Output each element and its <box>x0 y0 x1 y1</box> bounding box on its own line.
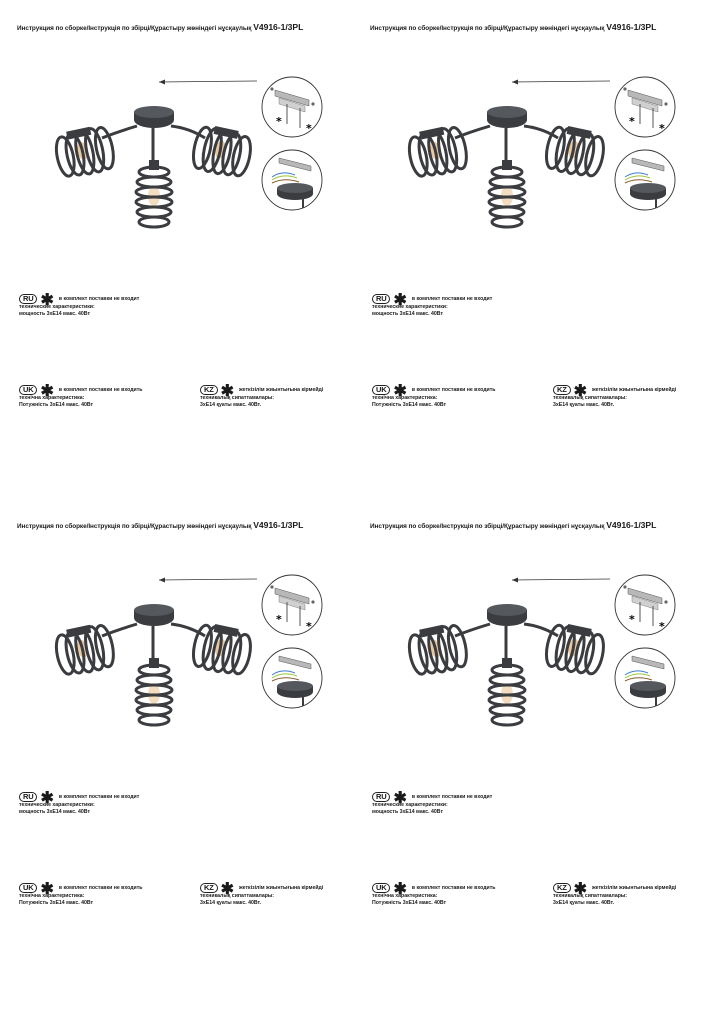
asterisk-icon: ✱ <box>393 881 407 899</box>
left-shade <box>52 621 116 678</box>
not-included-note: в комплект поставки не входить <box>58 884 143 891</box>
spec-kz <box>200 385 323 409</box>
asterisk-icon: ✱ <box>393 790 407 808</box>
spec-kz <box>553 385 676 409</box>
specs-value: мощность 3хЕ14 макс. 40Вт <box>19 809 90 815</box>
asterisk-icon: ✱ <box>40 881 54 899</box>
left-shade <box>405 123 469 180</box>
title-text: Инструкция по сборке/Інструкція по збірці/Құрастыру жөніндегі нұсқаулық <box>17 523 252 530</box>
specs-value: Потужність 3хЕ14 макс. 40Вт <box>19 900 94 906</box>
arrow-head <box>159 578 165 583</box>
spec-uk <box>19 385 142 409</box>
title-text: Инструкция по сборке/Інструкція по збірці/Құрастыру жөніндегі нұсқаулық <box>17 25 252 32</box>
title-text: Инструкция по сборке/Інструкція по збірці/Құрастыру жөніндегі нұсқаулық <box>370 25 605 32</box>
specs-value: мощность 3хЕ14 макс. 40Вт <box>19 311 90 317</box>
lamp-illustration <box>370 32 707 232</box>
specs-heading: техникалық сипаттамалары: <box>553 893 628 900</box>
specs-value: мощность 3хЕ14 макс. 40Вт <box>372 809 443 815</box>
asterisk-icon: * <box>276 613 282 626</box>
not-included-note: в комплект поставки не входит <box>58 295 140 302</box>
instruction-title <box>17 22 303 32</box>
instruction-panel <box>370 520 707 1010</box>
lamp-illustration <box>370 530 707 730</box>
spec-uk <box>19 883 142 907</box>
not-included-note: в комплект поставки не входить <box>58 386 143 393</box>
arrow-head <box>512 80 518 85</box>
instruction-panel <box>17 22 362 512</box>
spec-uk <box>372 883 495 907</box>
lang-badge-kz: KZ <box>200 883 218 893</box>
specs-heading: техникалық сипаттамалары: <box>553 395 628 402</box>
not-included-note: в комплект поставки не входит <box>58 793 140 800</box>
asterisk-icon: * <box>629 115 635 128</box>
specs-heading: технічна характеристика: <box>372 395 438 402</box>
specs-heading: технические характеристики: <box>19 304 95 311</box>
bracket-detail-circle <box>262 575 322 635</box>
lang-badge-kz: KZ <box>553 883 571 893</box>
lang-badge-ru: RU <box>372 792 390 802</box>
spec-ru <box>372 792 492 816</box>
lang-badge-ru: RU <box>19 294 37 304</box>
right-shade <box>543 621 607 678</box>
lang-badge-ru: RU <box>19 792 37 802</box>
center-shade <box>136 658 172 725</box>
bracket-detail-circle <box>615 77 675 137</box>
asterisk-icon: * <box>659 122 665 135</box>
not-included-note: жеткізілім жиынтығына кірмейді <box>239 386 324 393</box>
wiring-detail-circle <box>262 648 322 708</box>
specs-heading: техникалық сипаттамалары: <box>200 893 275 900</box>
center-shade <box>136 160 172 227</box>
not-included-note: жеткізілім жиынтығына кірмейді <box>239 884 324 891</box>
specs-value: 3хЕ14 қуаты макс. 40Вт. <box>200 900 262 906</box>
lang-badge-ru: RU <box>372 294 390 304</box>
lang-badge-uk: UK <box>19 385 37 395</box>
specs-heading: техникалық сипаттамалары: <box>200 395 275 402</box>
lamp-illustration <box>17 530 362 730</box>
specs-value: 3хЕ14 қуаты макс. 40Вт. <box>553 900 615 906</box>
wiring-detail-circle <box>262 150 322 210</box>
spec-ru <box>372 294 492 318</box>
specs-value: Потужність 3хЕ14 макс. 40Вт <box>372 900 447 906</box>
instruction-panel <box>370 22 707 512</box>
asterisk-icon: ✱ <box>220 881 235 899</box>
specs-heading: технічна характеристика: <box>372 893 438 900</box>
specs-heading: технічна характеристика: <box>19 395 85 402</box>
arrow-line <box>159 579 257 580</box>
specs-heading: технічна характеристика: <box>19 893 85 900</box>
instruction-title <box>370 22 656 32</box>
instruction-title <box>370 520 656 530</box>
asterisk-icon: ✱ <box>573 383 588 401</box>
asterisk-icon: ✱ <box>220 383 235 401</box>
specs-value: 3хЕ14 қуаты макс. 40Вт. <box>200 402 262 408</box>
spec-kz <box>200 883 323 907</box>
specs-value: 3хЕ14 қуаты макс. 40Вт. <box>553 402 615 408</box>
lang-badge-kz: KZ <box>553 385 571 395</box>
instruction-panel <box>17 520 362 1010</box>
arrow-line <box>512 81 610 82</box>
asterisk-icon: * <box>276 115 282 128</box>
specs-value: Потужність 3хЕ14 макс. 40Вт <box>372 402 447 408</box>
not-included-note: жеткізілім жиынтығына кірмейді <box>592 884 677 891</box>
lang-badge-uk: UK <box>372 385 390 395</box>
arrow-head <box>159 80 165 85</box>
arrow-line <box>159 81 257 82</box>
right-shade <box>190 621 254 678</box>
asterisk-icon: ✱ <box>393 292 407 310</box>
right-shade <box>543 123 607 180</box>
spec-ru <box>19 294 139 318</box>
model-number: V4916-1/3PL <box>253 520 304 530</box>
not-included-note: в комплект поставки не входить <box>411 884 496 891</box>
arrow-head <box>512 578 518 583</box>
wiring-detail-circle <box>615 150 675 210</box>
spec-ru <box>19 792 139 816</box>
asterisk-icon: * <box>306 620 312 633</box>
not-included-note: в комплект поставки не входит <box>411 793 493 800</box>
specs-heading: технические характеристики: <box>372 802 448 809</box>
asterisk-icon: ✱ <box>393 383 407 401</box>
title-text: Инструкция по сборке/Інструкція по збірці/Құрастыру жөніндегі нұсқаулық <box>370 523 605 530</box>
arrow-line <box>512 579 610 580</box>
asterisk-icon: ✱ <box>40 790 54 808</box>
specs-value: Потужність 3хЕ14 макс. 40Вт <box>19 402 94 408</box>
model-number: V4916-1/3PL <box>606 22 657 32</box>
wiring-detail-circle <box>615 648 675 708</box>
bracket-detail-circle <box>262 77 322 137</box>
instruction-title <box>17 520 303 530</box>
asterisk-icon: ✱ <box>40 292 54 310</box>
right-shade <box>190 123 254 180</box>
lamp-illustration <box>17 32 362 232</box>
center-shade <box>489 160 525 227</box>
left-shade <box>405 621 469 678</box>
bracket-detail-circle <box>615 575 675 635</box>
not-included-note: в комплект поставки не входить <box>411 386 496 393</box>
center-shade <box>489 658 525 725</box>
asterisk-icon: ✱ <box>573 881 588 899</box>
not-included-note: в комплект поставки не входит <box>411 295 493 302</box>
specs-heading: технические характеристики: <box>372 304 448 311</box>
spec-uk <box>372 385 495 409</box>
lang-badge-uk: UK <box>372 883 390 893</box>
not-included-note: жеткізілім жиынтығына кірмейді <box>592 386 677 393</box>
spec-kz <box>553 883 676 907</box>
model-number: V4916-1/3PL <box>253 22 304 32</box>
asterisk-icon: * <box>629 613 635 626</box>
left-shade <box>52 123 116 180</box>
lang-badge-uk: UK <box>19 883 37 893</box>
asterisk-icon: * <box>306 122 312 135</box>
model-number: V4916-1/3PL <box>606 520 657 530</box>
specs-heading: технические характеристики: <box>19 802 95 809</box>
asterisk-icon: ✱ <box>40 383 54 401</box>
asterisk-icon: * <box>659 620 665 633</box>
lang-badge-kz: KZ <box>200 385 218 395</box>
specs-value: мощность 3хЕ14 макс. 40Вт <box>372 311 443 317</box>
